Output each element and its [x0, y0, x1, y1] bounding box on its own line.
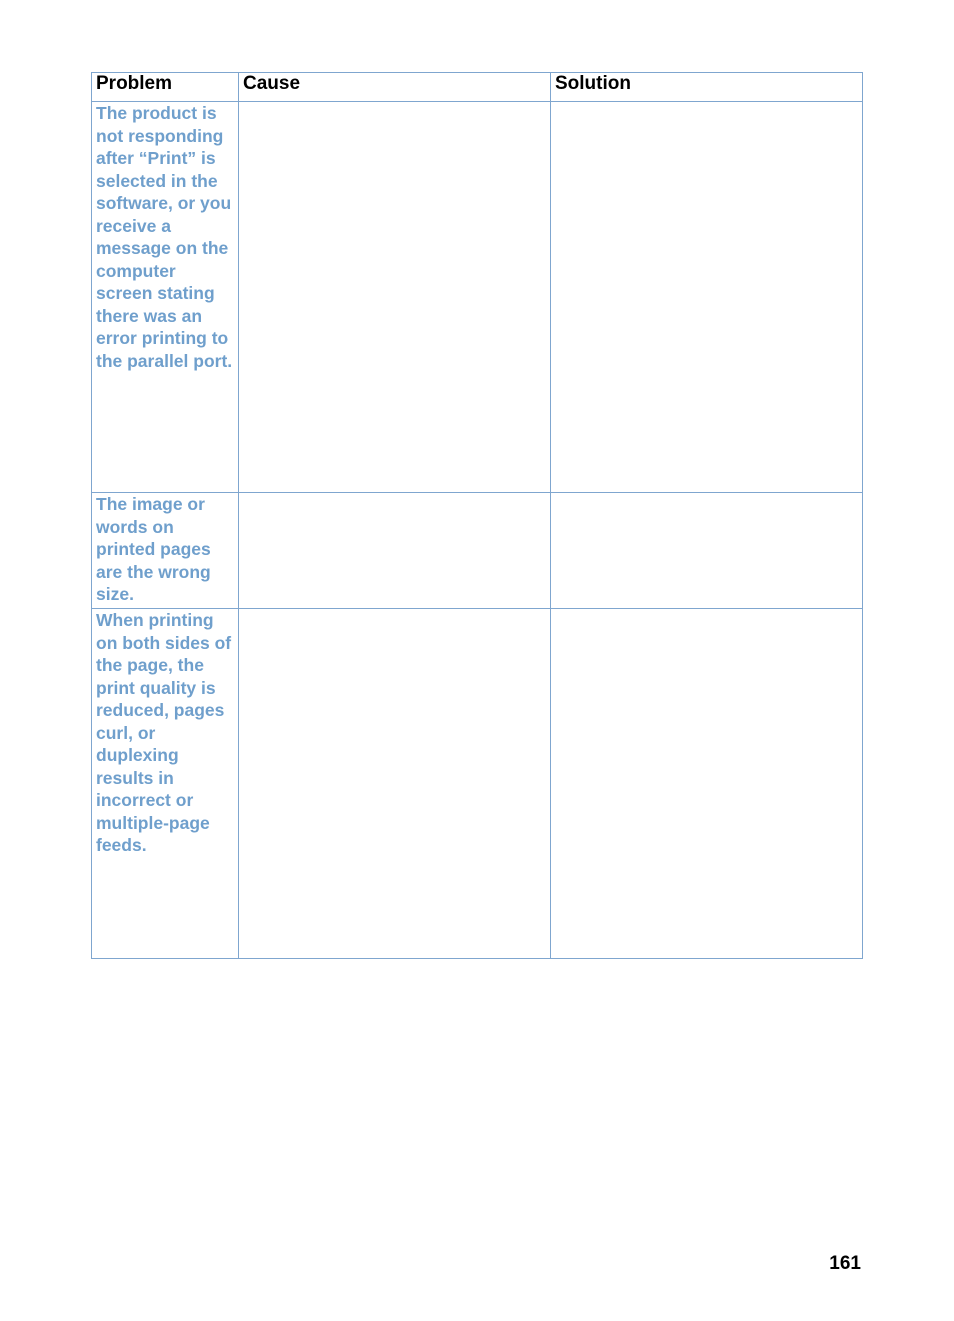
- solution-cell: [551, 609, 863, 959]
- solution-cell: [551, 102, 863, 493]
- solution-cell: [551, 493, 863, 609]
- table-row: [92, 493, 863, 609]
- troubleshooting-table: [91, 72, 863, 959]
- problem-cell: The image or words on printed pages are the wrong size.: [92, 493, 239, 609]
- column-header-cause: Cause: [239, 73, 551, 102]
- cause-cell: [239, 102, 551, 493]
- page-number: 161: [829, 1253, 861, 1274]
- problem-cell: When printing on both sides of the page, the print quality is reduced, pages curl, or duplexing results in incorrect or multiple-page feeds.: [92, 609, 239, 959]
- cause-cell: [239, 609, 551, 959]
- table-row: [92, 102, 863, 493]
- column-header-problem: Problem: [92, 73, 239, 102]
- table-row: [92, 609, 863, 959]
- problem-cell: The product is not responding after “Print” is selected in the software, or you receive a message on the computer screen stating there was an error printing to the parallel port.: [92, 102, 239, 493]
- column-header-solution: Solution: [551, 73, 863, 102]
- cause-cell: [239, 493, 551, 609]
- table-header-row: [92, 73, 863, 102]
